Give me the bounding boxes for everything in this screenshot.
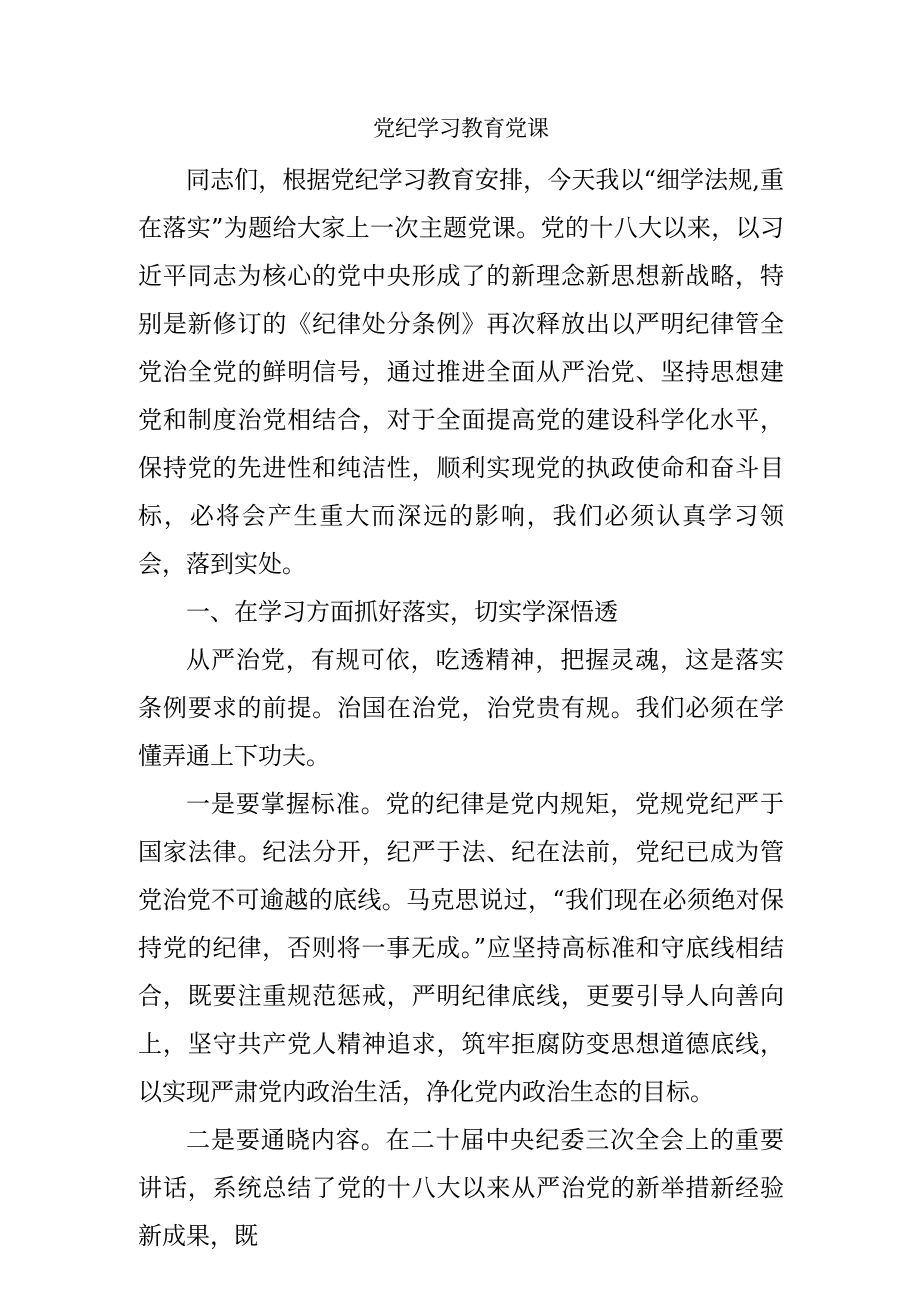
page-title: 党纪学习教育党课 bbox=[372, 117, 549, 142]
paragraph-intro: 同志们，根据党纪学习教育安排，今天我以“细学法规,重在落实”为题给大家上一次主题党课。党的十八大以来，以习近平同志为核心的党中央形成了的新理念新思想新战略，特别是新修订的《纪律处分条例》再次释放出以严明纪律管全党治全党的鲜明信号，通过推进全面从严治党、坚持思想建党和制度治党相结合，对于全面提高党的建设科学化水平，保持党的先进性和纯洁性，顺利实现党的执政使命和奋斗目标，必将会产生重大而深远的影响，我们必须认真学习领会，落到实处。 bbox=[138, 166, 784, 578]
section-heading-1: 一、在学习方面抓好落实，切实学深悟透 bbox=[186, 598, 618, 626]
paragraph-point-2: 二是要通晓内容。在二十届中央纪委三次全会上的重要讲话，系统总结了党的十八大以来从严治党的新举措新经验新成果，既 bbox=[138, 1126, 784, 1250]
paragraph-point-1: 一是要掌握标准。党的纪律是党内规矩，党规党纪严于国家法律。纪法分开，纪严于法、纪在法前，党纪已成为管党治党不可逾越的底线。马克思说过，“我们现在必须绝对保持党的纪律，否则将一事无成。”应坚持高标准和守底线相结合，既要注重规范惩戒，严明纪律底线，更要引导人向善向上，坚守共产党人精神追求，筑牢拒腐防变思想道德底线，以实现严肃党内政治生活，净化党内政治生态的目标。 bbox=[138, 790, 784, 1106]
document-body bbox=[138, 110, 784, 1260]
paragraph-section-1-intro: 从严治党，有规可依，吃透精神，把握灵魂，这是落实条例要求的前提。治国在治党，治党贵有规。我们必须在学懂弄通上下功夫。 bbox=[138, 646, 784, 770]
